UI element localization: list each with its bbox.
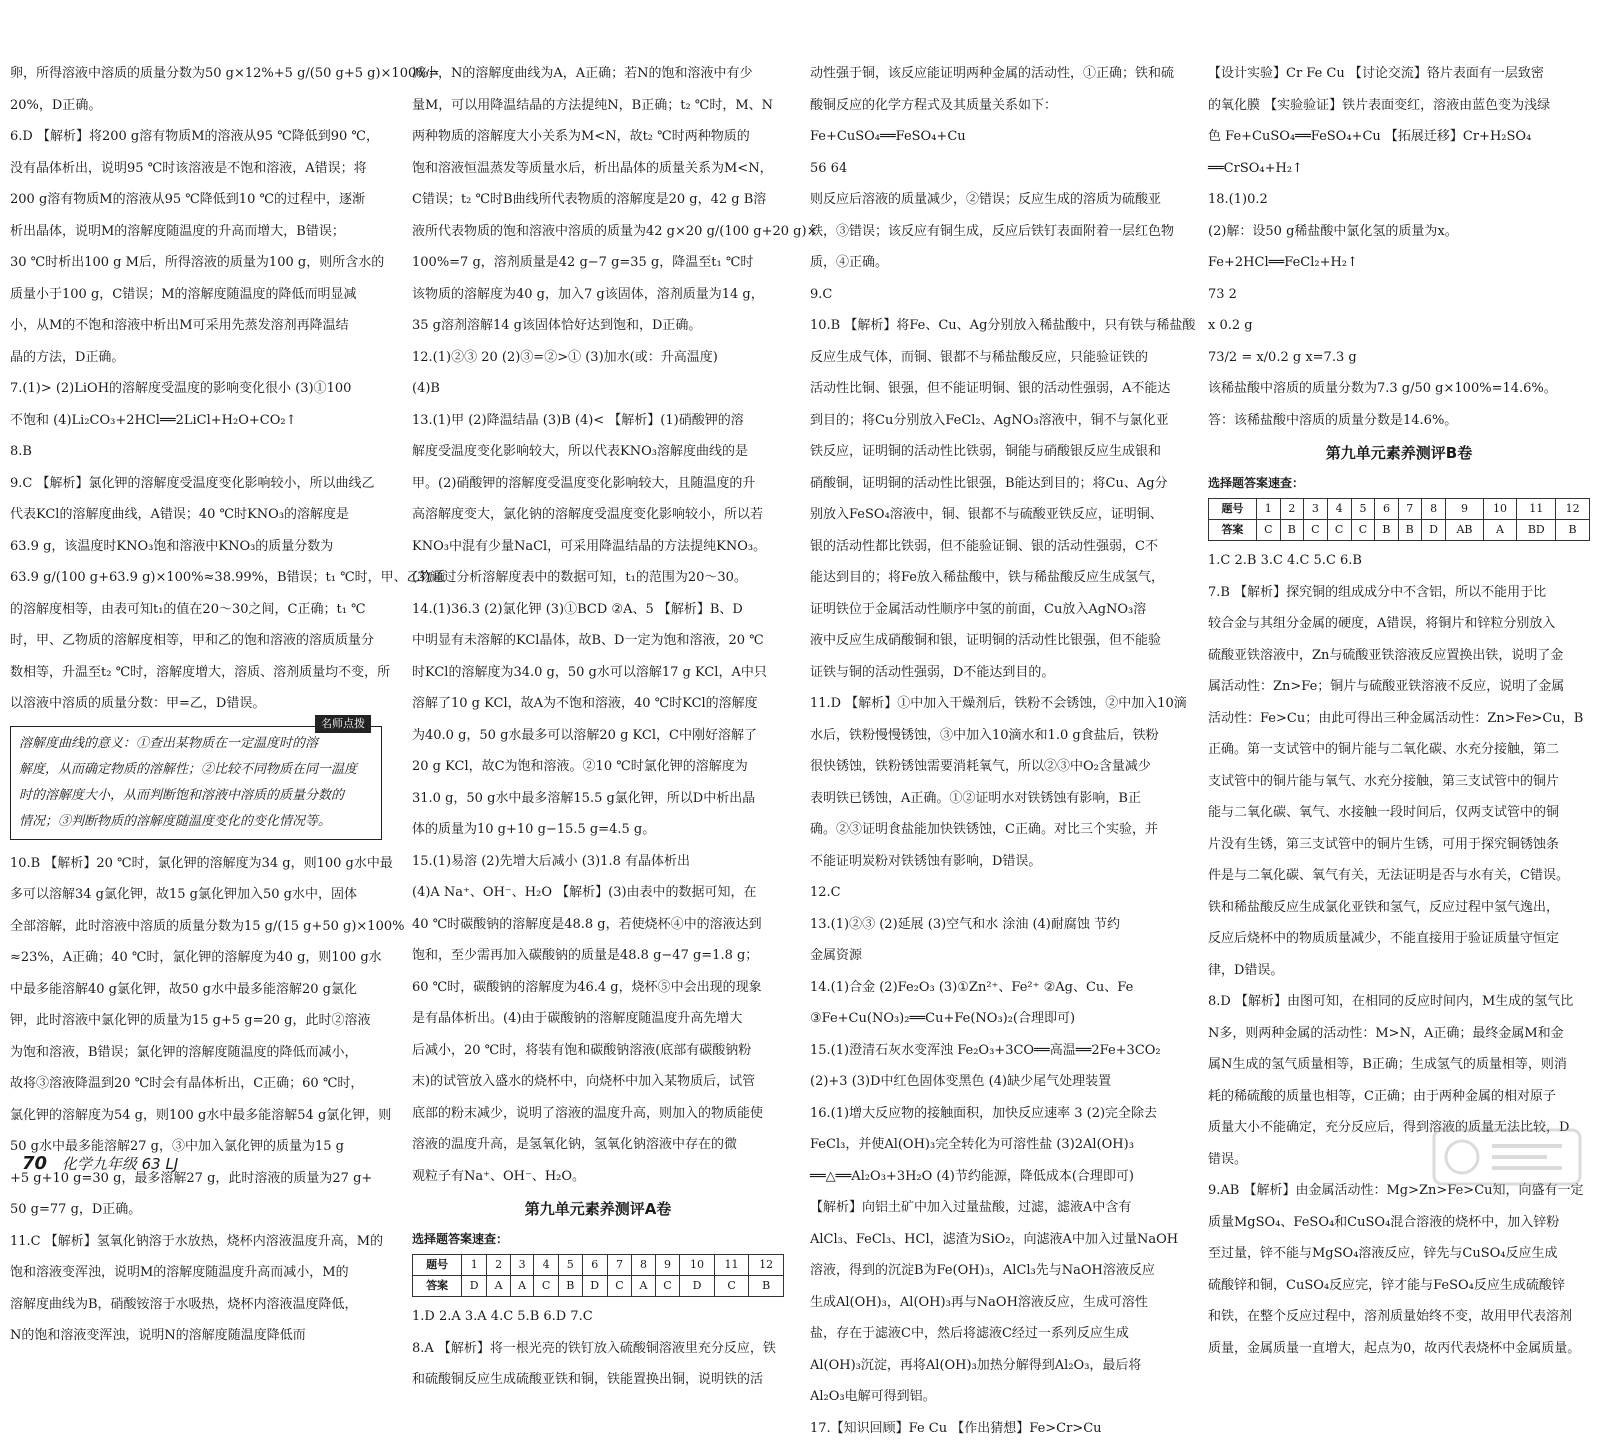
question-number-cell: 5 — [558, 1255, 582, 1276]
text-line: 14.(1)36.3 (2)氯化钾 (3)①BCD ②A、5 【解析】B、D — [412, 594, 784, 626]
question-number-cell: 3 — [1303, 499, 1327, 520]
answer-table-a — [412, 1254, 784, 1297]
text-line: (2)+3 (3)D中红色固体变黑色 (4)缺少尾气处理装置 — [810, 1066, 1192, 1098]
text-line: 甲。(2)硝酸钾的溶解度受温度变化影响较大，且随温度的升 — [412, 468, 784, 500]
text-line: 卵，所得溶液中溶质的质量分数为50 g×12%+5 g/(50 g+5 g)×100%= — [10, 58, 382, 90]
text-line: 硝酸铜，证明铜的活动性比银强，B能达到目的；将Cu、Ag分 — [810, 468, 1192, 500]
text-line: 7.(1)> (2)LiOH的溶解度受温度的影响变化很小 (3)①100 — [10, 373, 382, 405]
text-line: 支试管中的铜片能与氧气、水充分接触，第三支试管中的铜片 — [1208, 766, 1590, 798]
answer-cell: A — [632, 1276, 656, 1297]
text-line: 溶液的温度升高，是氢氧化钠，氢氧化钠溶液中存在的微 — [412, 1129, 784, 1161]
text-line: 证铁与铜的活动性强弱，D不能达到目的。 — [810, 657, 1192, 689]
answer-cell: B — [1375, 520, 1398, 541]
text-line: 为40.0 g，50 g水最多可以溶解20 g KCl，C中刚好溶解了 — [412, 720, 784, 752]
question-number-cell: 6 — [582, 1255, 607, 1276]
text-line: 15.(1)易溶 (2)先增大后减小 (3)1.8 有晶体析出 — [412, 846, 784, 878]
text-line: 故将③溶液降温到20 ℃时会有晶体析出，C正确；60 ℃时， — [10, 1068, 382, 1100]
section-title-a: 第九单元素养测评A卷 — [412, 1192, 784, 1226]
text-line: KNO₃中混有少量NaCl，可采用降温结晶的方法提纯KNO₃。 — [412, 531, 784, 563]
text-line: 液所代表物质的饱和溶液中溶质的质量为42 g×20 g/(100 g+20 g)× — [412, 216, 784, 248]
answer-cell: D — [680, 1276, 715, 1297]
text-line: 该稀盐酸中溶质的质量分数为7.3 g/50 g×100%=14.6%。 — [1208, 373, 1590, 405]
text-line: 溶液，得到的沉淀B为Fe(OH)₃，AlCl₃先与NaOH溶液反应 — [810, 1255, 1192, 1287]
answer-cell: D — [1421, 520, 1446, 541]
text-line: 12.(1)②③ 20 (2)③=②>① (3)加水(或：升高温度) — [412, 342, 784, 374]
text-line: 色 Fe+CuSO₄══FeSO₄+Cu 【拓展迁移】Cr+H₂SO₄ — [1208, 121, 1590, 153]
text-line: 铁和稀盐酸反应生成氯化亚铁和氢气，反应过程中氢气逸出， — [1208, 892, 1590, 924]
text-line: 11.D 【解析】①中加入干燥剂后，铁粉不会锈蚀，②中加入10滴 — [810, 688, 1192, 720]
page-footer — [22, 1148, 178, 1181]
text-line: 时KCl的溶解度为34.0 g，50 g水可以溶解17 g KCl，A中只 — [412, 657, 784, 689]
text-line: 中明显有未溶解的KCl晶体，故B、D一定为饱和溶液，20 ℃ — [412, 625, 784, 657]
section-title-b: 第九单元素养测评B卷 — [1208, 436, 1590, 470]
text-line: 水后，铁粉慢慢锈蚀，③中加入10滴水和1.0 g食盐后，铁粉 — [810, 720, 1192, 752]
text-line: 饱和溶液恒温蒸发等质量水后，析出晶体的质量关系为M<N， — [412, 153, 784, 185]
text-line: 观粒子有Na⁺、OH⁻、H₂O。 — [412, 1161, 784, 1193]
text-line: 100%=7 g，溶剂质量是42 g−7 g=35 g，降温至t₁ ℃时 — [412, 247, 784, 279]
answer-table-a-answers — [413, 1276, 784, 1297]
text-line: 能与二氧化碳、氧气、水接触一段时间后，仅两支试管中的铜 — [1208, 797, 1590, 829]
text-line: 则反应后溶液的质量减少，②错误；反应生成的溶质为硫酸亚 — [810, 184, 1192, 216]
text-line: 20%，D正确。 — [10, 90, 382, 122]
text-line: 13.(1)甲 (2)降温结晶 (3)B (4)< 【解析】(1)硝酸钾的溶 — [412, 405, 784, 437]
text-line: 错误。 — [1208, 1144, 1590, 1176]
question-number-cell: 12 — [1556, 499, 1590, 520]
text-line: 的溶解度相等，由表可知t₁的值在20～30之间，C正确；t₁ ℃ — [10, 594, 382, 626]
question-number-cell: 10 — [1483, 499, 1517, 520]
question-number-cell: 4 — [534, 1255, 558, 1276]
text-line: 属N生成的氢气质量相等，B正确；生成氢气的质量相等，则消 — [1208, 1049, 1590, 1081]
answer-table-b — [1208, 498, 1590, 541]
text-line: 量M，可以用降温结晶的方法提纯N，B正确；t₂ ℃时，M、N — [412, 90, 784, 122]
text-line: 73 2 — [1208, 279, 1590, 311]
text-line: 银的活动性都比铁弱，但不能验证铜、银的活动性强弱，C不 — [810, 531, 1192, 563]
text-line: 饱和溶液变浑浊，说明M的溶解度随温度升高而减小，M的 — [10, 1257, 382, 1289]
text-line: 73/2 = x/0.2 g x=7.3 g — [1208, 342, 1590, 374]
text-line: 8.D 【解析】由图可知，在相同的反应时间内，M生成的氢气比 — [1208, 986, 1590, 1018]
text-line: 溶解度曲线为B，硝酸铵溶于水吸热，烧杯内溶液温度降低， — [10, 1289, 382, 1321]
text-line: ══CrSO₄+H₂↑ — [1208, 153, 1590, 185]
col2-block-1 — [412, 58, 784, 1192]
text-line: 不饱和 (4)Li₂CO₃+2HCl══2LiCl+H₂O+CO₂↑ — [10, 405, 382, 437]
text-line: 末)的试管放入盛水的烧杯中，向烧杯中加入某物质后，试管 — [412, 1066, 784, 1098]
text-line: 氯化钾的溶解度为54 g，则100 g水中最多能溶解54 g氯化钾，则 — [10, 1100, 382, 1132]
text-line: 质量小于100 g，C错误；M的溶解度随温度的降低而明显减 — [10, 279, 382, 311]
text-line: 溶解了10 g KCl，故A为不饱和溶液，40 ℃时KCl的溶解度 — [412, 688, 784, 720]
text-line: 该物质的溶解度为40 g，加入7 g该固体，溶剂质量为14 g， — [412, 279, 784, 311]
text-line: ③Fe+Cu(NO₃)₂══Cu+Fe(NO₃)₂(合理即可) — [810, 1003, 1192, 1035]
text-line: 别放入FeSO₄溶液中，铜、银都不与硫酸亚铁反应，证明铜、 — [810, 499, 1192, 531]
text-line: 没有晶体析出，说明95 ℃时该溶液是不饱和溶液，A错误；将 — [10, 153, 382, 185]
answer-table-b-numbers — [1209, 499, 1590, 520]
answer-table-b-answers — [1209, 520, 1590, 541]
answer-cell: C — [1256, 520, 1280, 541]
text-line: 生成Al(OH)₃，Al(OH)₃再与NaOH溶液反应，生成可溶性 — [810, 1287, 1192, 1319]
question-number-cell: 1 — [462, 1255, 487, 1276]
text-line: 正确。第一支试管中的铜片能与二氧化碳、水充分接触，第二 — [1208, 734, 1590, 766]
question-number-cell: 10 — [680, 1255, 715, 1276]
tip-line: 溶解度曲线的意义：①查出某物质在一定温度时的溶 — [19, 731, 373, 757]
text-line: 35 g溶剂溶解14 g该固体恰好达到饱和，D正确。 — [412, 310, 784, 342]
text-line: 数相等，升温至t₂ ℃时，溶解度增大，溶质、溶剂质量均不变，所 — [10, 657, 382, 689]
text-line: AlCl₃、FeCl₃、HCl，滤渣为SiO₂，向滤液A中加入过量NaOH — [810, 1224, 1192, 1256]
text-line: 质，④正确。 — [810, 247, 1192, 279]
tip-line: 解度，从而确定物质的溶解性；②比较不同物质在同一温度 — [19, 757, 373, 783]
text-line: 50 g=77 g，D正确。 — [10, 1194, 382, 1226]
text-line: 钾，此时溶液中氯化钾的质量为15 g+5 g=20 g，此时②溶液 — [10, 1005, 382, 1037]
question-number-cell: 9 — [655, 1255, 679, 1276]
text-line: 40 ℃时碳酸钠的溶解度是48.8 g，若使烧杯④中的溶液达到 — [412, 909, 784, 941]
text-line: 的氧化膜 【实验验证】铁片表面变红，溶液由蓝色变为浅绿 — [1208, 90, 1590, 122]
text-line: 60 ℃时，碳酸钠的溶解度为46.4 g，烧杯⑤中会出现的现象 — [412, 972, 784, 1004]
text-line: 反应生成气体，而铜、银都不与稀盐酸反应，只能验证铁的 — [810, 342, 1192, 374]
text-line: 【解析】向铝土矿中加入过量盐酸，过滤，滤液A中含有 — [810, 1192, 1192, 1224]
question-number-cell: 9 — [1446, 499, 1483, 520]
watermark-logo-icon — [1432, 1128, 1582, 1186]
text-line: 9.C — [810, 279, 1192, 311]
text-line: 证明铁位于金属活动性顺序中氢的前面，Cu放入AgNO₃溶 — [810, 594, 1192, 626]
text-line: 31.0 g，50 g水中最多溶解15.5 g氯化钾，所以D中析出晶 — [412, 783, 784, 815]
text-line: 酸铜反应的化学方程式及其质量关系如下： — [810, 90, 1192, 122]
text-line: 答：该稀盐酸中溶质的质量分数是14.6%。 — [1208, 405, 1590, 437]
col1-block-2 — [10, 848, 382, 1352]
question-number-cell: 3 — [510, 1255, 534, 1276]
answer-cell: C — [1351, 520, 1375, 541]
text-line: 9.AB 【解析】由金属活动性：Mg>Zn>Fe>Cu知，向盛有一定 — [1208, 1175, 1590, 1207]
col2-block-2 — [412, 1301, 784, 1396]
answer-cell: C — [714, 1276, 749, 1297]
question-number-cell: 1 — [1256, 499, 1280, 520]
text-line: 反应后烧杯中的物质质量减少，不能直接用于验证质量守恒定 — [1208, 923, 1590, 955]
footer-code: 63 LJ — [142, 1155, 179, 1173]
text-line: C错误；t₂ ℃时B曲线所代表物质的溶解度是20 g，42 g B溶 — [412, 184, 784, 216]
col4-block-2 — [1208, 545, 1590, 1364]
text-line: +5 g+10 g=30 g，最多溶解27 g，此时溶液的质量为27 g+ — [10, 1163, 382, 1195]
text-line: Al₂O₃电解可得到铝。 — [810, 1381, 1192, 1413]
answer-cell: C — [655, 1276, 679, 1297]
answer-cell: B — [1280, 520, 1303, 541]
text-line: Al(OH)₃沉淀，再将Al(OH)₃加热分解得到Al₂O₃，最后将 — [810, 1350, 1192, 1382]
question-number-cell: 2 — [487, 1255, 511, 1276]
text-line: 饱和，至少需再加入碳酸钠的质量是48.8 g−47 g=1.8 g； — [412, 940, 784, 972]
answer-cell: BD — [1517, 520, 1556, 541]
text-line: 动性强于铜，该反应能证明两种金属的活动性，①正确；铁和硫 — [810, 58, 1192, 90]
footer-subject: 化学九年级 — [62, 1155, 137, 1173]
answer-cell: A — [510, 1276, 534, 1297]
text-line: 很快锈蚀，铁粉锈蚀需要消耗氧气，所以②③中O₂含量减少 — [810, 751, 1192, 783]
text-line: 20 g KCl，故C为饱和溶液。②10 ℃时氯化钾的溶解度为 — [412, 751, 784, 783]
answer-cell: C — [1303, 520, 1327, 541]
text-line: 耗的稀硫酸的质量也相等，C正确；由于两种金属的相对原子 — [1208, 1081, 1590, 1113]
text-line: 30 ℃时析出100 g M后，所得溶液的质量为100 g，则所含水的 — [10, 247, 382, 279]
question-number-cell: 6 — [1375, 499, 1398, 520]
tip-box-tag: 名师点拨 — [315, 715, 371, 733]
col4-block-1 — [1208, 58, 1590, 436]
text-line: 析出晶体，说明M的溶解度随温度的升高而增大，B错误； — [10, 216, 382, 248]
text-line: N多，则两种金属的活动性：M>N，A正确；最终金属M和金 — [1208, 1018, 1590, 1050]
text-line: Fe+CuSO₄══FeSO₄+Cu — [810, 121, 1192, 153]
text-line: 质量MgSO₄、FeSO₄和CuSO₄混合溶液的烧杯中，加入锌粉 — [1208, 1207, 1590, 1239]
text-line: Fe+2HCl══FeCl₂+H₂↑ — [1208, 247, 1590, 279]
column-1 — [10, 58, 382, 1153]
text-line: 件是与二氧化碳、氧气有关，无法证明是否与水有关，C错误。 — [1208, 860, 1590, 892]
text-line: 时，甲、乙物质的溶解度相等，甲和乙的饱和溶液的溶质质量分 — [10, 625, 382, 657]
text-line: 硫酸锌和铜，CuSO₄反应完，锌才能与FeSO₄反应生成硫酸锌 — [1208, 1270, 1590, 1302]
text-line: (2)解：设50 g稀盐酸中氯化氢的质量为x。 — [1208, 216, 1590, 248]
tip-box-body — [19, 731, 373, 835]
text-line: 17.【知识回顾】Fe Cu 【作出猜想】Fe>Cr>Cu — [810, 1413, 1192, 1444]
text-line: 8.A 【解析】将一根光亮的铁钉放入硫酸铜溶液里充分反应，铁 — [412, 1333, 784, 1365]
question-number-cell: 7 — [1398, 499, 1421, 520]
text-line: 律，D错误。 — [1208, 955, 1590, 987]
text-line: 质量大小不能确定，充分反应后，得到溶液的质量无法比较，D — [1208, 1112, 1590, 1144]
answer-cell: C — [1327, 520, 1351, 541]
answer-cell: B — [558, 1276, 582, 1297]
text-line: 铁，③错误；该反应有铜生成，反应后铁钉表面附着一层红色物 — [810, 216, 1192, 248]
text-line: 16.(1)增大反应物的接触面积，加快反应速率 3 (2)完全除去 — [810, 1098, 1192, 1130]
answer-cell: D — [582, 1276, 607, 1297]
text-line: 1.D 2.A 3.A 4.C 5.B 6.D 7.C — [412, 1301, 784, 1333]
answer-cell: D — [462, 1276, 487, 1297]
text-line: 50 g水中最多能溶解27 g，③中加入氯化钾的质量为15 g — [10, 1131, 382, 1163]
table-header-label: 题号 — [413, 1255, 462, 1276]
text-line: 质量，金属质量一直增大，起点为0，故丙代表烧杯中金属质量。 — [1208, 1333, 1590, 1365]
answer-cell: B — [1398, 520, 1421, 541]
table-answer-label: 答案 — [1209, 520, 1257, 541]
question-number-cell: 7 — [607, 1255, 631, 1276]
text-line: FeCl₃，并使Al(OH)₃完全转化为可溶性盐 (3)2Al(OH)₃ — [810, 1129, 1192, 1161]
text-line: 全部溶解，此时溶液中溶质的质量分数为15 g/(15 g+50 g)×100% — [10, 911, 382, 943]
tip-line: 时的溶解度大小，从而判断饱和溶液中溶质的质量分数的 — [19, 783, 373, 809]
text-line: 确。②③证明食盐能加快铁锈蚀，C正确。对比三个实验，并 — [810, 814, 1192, 846]
text-line: 表明铁已锈蚀，A正确。①②证明水对铁锈蚀有影响，B正 — [810, 783, 1192, 815]
text-line: 后减小，20 ℃时，将装有饱和碳酸钠溶液(底部有碳酸钠粉 — [412, 1035, 784, 1067]
text-line: 至过量，锌不能与MgSO₄溶液反应，锌先与CuSO₄反应生成 — [1208, 1238, 1590, 1270]
text-line: 14.(1)合金 (2)Fe₂O₃ (3)①Zn²⁺、Fe²⁺ ②Ag、Cu、Fe — [810, 972, 1192, 1004]
question-number-cell: 12 — [749, 1255, 784, 1276]
text-line: 为饱和溶液，B错误；氯化钾的溶解度随温度的降低而减小， — [10, 1037, 382, 1069]
text-line: 较合金与其组分金属的硬度，A错误，将铜片和锌粒分别放入 — [1208, 608, 1590, 640]
text-line: ≈23%，A正确；40 ℃时，氯化钾的溶解度为40 g，则100 g水 — [10, 942, 382, 974]
question-number-cell: 2 — [1280, 499, 1303, 520]
col1-block-1 — [10, 58, 382, 720]
table-answer-label: 答案 — [413, 1276, 462, 1297]
text-line: 多可以溶解34 g氯化钾，故15 g氯化钾加入50 g水中，固体 — [10, 879, 382, 911]
text-line: 铁反应，证明铜的活动性比铁弱，铜能与硝酸银反应生成银和 — [810, 436, 1192, 468]
page-number: 70 — [22, 1153, 47, 1174]
text-line: 15.(1)澄清石灰水变浑浊 Fe₂O₃+3CO══高温══2Fe+3CO₂ — [810, 1035, 1192, 1067]
text-line: 减小，N的溶解度曲线为A，A正确；若N的饱和溶液中有少 — [412, 58, 784, 90]
text-line: 是有晶体析出。(4)由于碳酸钠的溶解度随温度升高先增大 — [412, 1003, 784, 1035]
text-line: 两种物质的溶解度大小关系为M<N，故t₂ ℃时两种物质的 — [412, 121, 784, 153]
text-line: ══△══Al₂O₃+3H₂O (4)节约能源，降低成本(合理即可) — [810, 1161, 1192, 1193]
answer-cell: A — [1483, 520, 1517, 541]
tip-box — [10, 726, 382, 840]
text-line: 1.C 2.B 3.C 4.C 5.C 6.B — [1208, 545, 1590, 577]
text-line: 200 g溶有物质M的溶液从95 ℃降低到10 ℃的过程中，逐渐 — [10, 184, 382, 216]
quick-answer-title-b: 选择题答案速查： — [1208, 470, 1590, 496]
text-line: 盐，存在于滤液C中，然后将滤液C经过一系列反应生成 — [810, 1318, 1192, 1350]
text-line: 63.9 g，该温度时KNO₃饱和溶液中KNO₃的质量分数为 — [10, 531, 382, 563]
answer-cell: C — [607, 1276, 631, 1297]
text-line: 代表KCl的溶解度曲线，A错误；40 ℃时KNO₃的溶解度是 — [10, 499, 382, 531]
tip-line: 情况；③判断物质的溶解度随温度变化的变化情况等。 — [19, 809, 373, 835]
question-number-cell: 11 — [1517, 499, 1556, 520]
text-line: 中最多能溶解40 g氯化钾，故50 g水中最多能溶解20 g氯化 — [10, 974, 382, 1006]
text-line: 晶的方法，D正确。 — [10, 342, 382, 374]
question-number-cell: 4 — [1327, 499, 1351, 520]
text-line: 体的质量为10 g+10 g−15.5 g=4.5 g。 — [412, 814, 784, 846]
text-line: 7.B 【解析】探究铜的组成成分中不含铝，所以不能用于比 — [1208, 577, 1590, 609]
col3-block-1 — [810, 58, 1192, 1444]
text-line: 属活动性：Zn>Fe；铜片与硫酸亚铁溶液不反应，说明了金属 — [1208, 671, 1590, 703]
column-2 — [412, 58, 784, 1153]
text-line: 10.B 【解析】20 ℃时，氯化钾的溶解度为34 g，则100 g水中最 — [10, 848, 382, 880]
text-line: 液中反应生成硝酸铜和银，证明铜的活动性比银强，但不能验 — [810, 625, 1192, 657]
text-line: 8.B — [10, 436, 382, 468]
text-line: 和硫酸铜反应生成硫酸亚铁和铜，铁能置换出铜，说明铁的活 — [412, 1364, 784, 1396]
text-line: x 0.2 g — [1208, 310, 1590, 342]
answer-cell: B — [1556, 520, 1590, 541]
text-line: 13.(1)②③ (2)延展 (3)空气和水 涂油 (4)耐腐蚀 节约 — [810, 909, 1192, 941]
text-line: 硫酸亚铁溶液中，Zn与硫酸亚铁溶液反应置换出铁，说明了金 — [1208, 640, 1590, 672]
answer-cell: C — [534, 1276, 558, 1297]
text-line: 高溶解度变大，氯化钠的溶解度受温度变化影响较小，所以若 — [412, 499, 784, 531]
text-line: N的饱和溶液变浑浊，说明N的溶解度随温度降低而 — [10, 1320, 382, 1352]
question-number-cell: 11 — [714, 1255, 749, 1276]
text-line: 小，从M的不饱和溶液中析出M可采用先蒸发溶剂再降温结 — [10, 310, 382, 342]
column-4 — [1208, 58, 1590, 1153]
text-line: (3)通过分析溶解度表中的数据可知，t₁的范围为20～30。 — [412, 562, 784, 594]
text-line: 底部的粉末减少，说明了溶液的温度升高，则加入的物质能使 — [412, 1098, 784, 1130]
text-line: 以溶液中溶质的质量分数：甲=乙，D错误。 — [10, 688, 382, 720]
answer-cell: A — [487, 1276, 511, 1297]
text-line: 片没有生锈，第三支试管中的铜片生锈，可用于探究铜锈蚀条 — [1208, 829, 1590, 861]
text-line: (4)B — [412, 373, 784, 405]
text-line: (4)A Na⁺、OH⁻、H₂O 【解析】(3)由表中的数据可知，在 — [412, 877, 784, 909]
question-number-cell: 8 — [632, 1255, 656, 1276]
text-line: 能达到目的；将Fe放入稀盐酸中，铁与稀盐酸反应生成氢气， — [810, 562, 1192, 594]
text-line: 活动性比铜、银强，但不能证明铜、银的活动性强弱，A不能达 — [810, 373, 1192, 405]
question-number-cell: 8 — [1421, 499, 1446, 520]
text-line: 56 64 — [810, 153, 1192, 185]
table-header-label: 题号 — [1209, 499, 1257, 520]
text-line: 12.C — [810, 877, 1192, 909]
text-line: 63.9 g/(100 g+63.9 g)×100%≈38.99%，B错误；t₁ ℃时，甲、乙物质 — [10, 562, 382, 594]
text-line: 到目的；将Cu分别放入FeCl₂、AgNO₃溶液中，铜不与氯化亚 — [810, 405, 1192, 437]
text-line: 活动性：Fe>Cu；由此可得出三种金属活动性：Zn>Fe>Cu，B — [1208, 703, 1590, 735]
text-line: 金属资源 — [810, 940, 1192, 972]
quick-answer-title-a: 选择题答案速查： — [412, 1226, 784, 1252]
question-number-cell: 5 — [1351, 499, 1375, 520]
text-line: 不能证明炭粉对铁锈蚀有影响，D错误。 — [810, 846, 1192, 878]
answer-table-a-numbers — [413, 1255, 784, 1276]
answer-cell: B — [749, 1276, 784, 1297]
column-3 — [810, 58, 1192, 1153]
text-line: 和铁，在整个反应过程中，溶剂质量始终不变，故用甲代表溶剂 — [1208, 1301, 1590, 1333]
answer-cell: AB — [1446, 520, 1483, 541]
text-line: 6.D 【解析】将200 g溶有物质M的溶液从95 ℃降低到90 ℃， — [10, 121, 382, 153]
text-line: 11.C 【解析】氢氧化钠溶于水放热，烧杯内溶液温度升高，M的 — [10, 1226, 382, 1258]
text-line: 18.(1)0.2 — [1208, 184, 1590, 216]
text-line: 10.B 【解析】将Fe、Cu、Ag分别放入稀盐酸中，只有铁与稀盐酸 — [810, 310, 1192, 342]
text-line: 解度受温度变化影响较大，所以代表KNO₃溶解度曲线的是 — [412, 436, 784, 468]
text-line: 9.C 【解析】氯化钾的溶解度受温度变化影响较小，所以曲线乙 — [10, 468, 382, 500]
text-line: 【设计实验】Cr Fe Cu 【讨论交流】铬片表面有一层致密 — [1208, 58, 1590, 90]
